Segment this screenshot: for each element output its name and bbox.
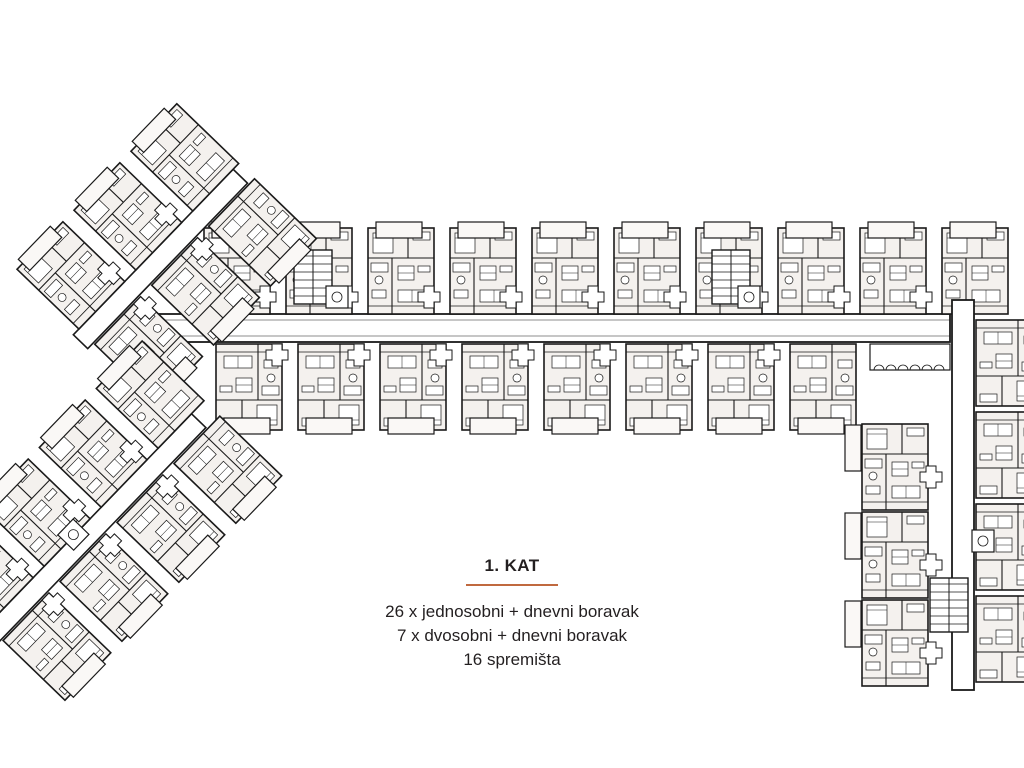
- legend-title: 1. KAT: [484, 556, 540, 575]
- legend-line-2: 7 x dvosobni + dnevni boravak: [396, 626, 628, 646]
- unit-row-south: [216, 344, 856, 434]
- legend-line-3: 16 spremišta: [463, 650, 561, 670]
- storage-lockers: [870, 344, 950, 370]
- legend-line-1: 26 x jednosobni + dnevni boravak: [385, 602, 639, 621]
